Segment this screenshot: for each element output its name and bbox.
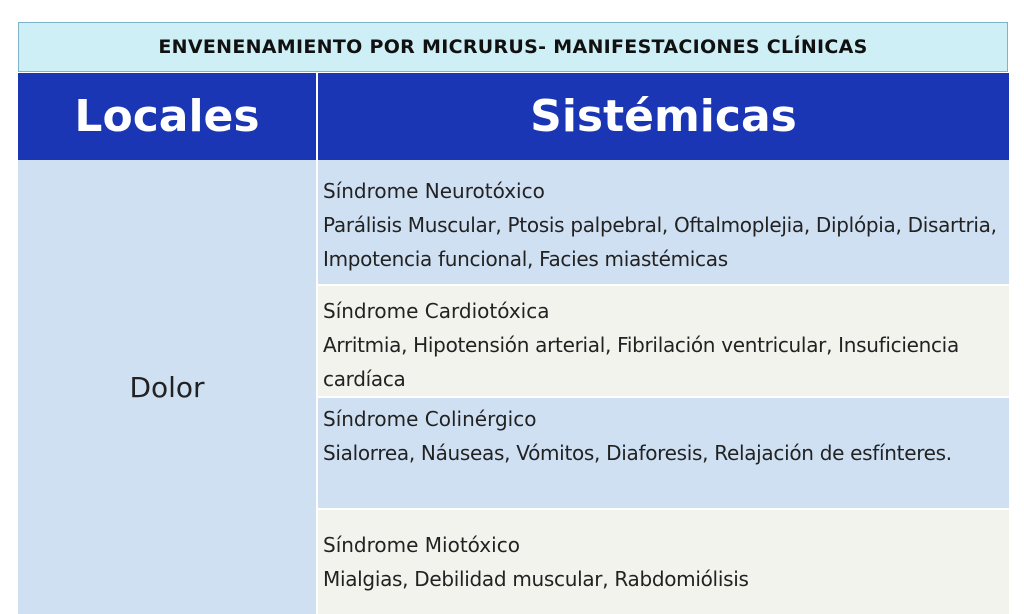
syndrome-description: Arritmia, Hipotensión arterial, Fibrilación ventricular, Insuficiencia cardíaca xyxy=(323,333,959,391)
syndrome-row-miotoxico xyxy=(318,510,1009,614)
syndrome-title: Síndrome Miotóxico xyxy=(323,533,520,557)
syndrome-title: Síndrome Colinérgico xyxy=(323,407,537,431)
table-body xyxy=(18,160,1009,614)
locales-value: Dolor xyxy=(129,370,205,404)
syndrome-title: Síndrome Cardiotóxica xyxy=(323,299,550,323)
syndrome-description: Mialgias, Debilidad muscular, Rabdomiólisis xyxy=(323,567,749,591)
sistemicas-column xyxy=(318,160,1009,614)
syndrome-title: Síndrome Neurotóxico xyxy=(323,179,545,203)
syndrome-description: Sialorrea, Náuseas, Vómitos, Diaforesis, Relajación de esfínteres. xyxy=(323,441,952,465)
header-sistemicas: Sistémicas xyxy=(318,73,1009,160)
header-row xyxy=(18,73,1009,160)
syndrome-description: Parálisis Muscular, Ptosis palpebral, Oftalmoplejia, Diplópia, Disartria, Impotencia funcional, Facies miastémicas xyxy=(323,213,997,271)
syndrome-row-neurotoxico xyxy=(318,160,1009,286)
syndrome-row-colinergico xyxy=(318,398,1009,510)
table-title-bar xyxy=(18,22,1008,72)
header-locales: Locales xyxy=(18,73,318,160)
locales-cell xyxy=(18,160,318,614)
table-title: ENVENENAMIENTO POR MICRURUS- MANIFESTACIONES CLÍNICAS xyxy=(158,36,868,58)
syndrome-row-cardiotoxica xyxy=(318,286,1009,398)
